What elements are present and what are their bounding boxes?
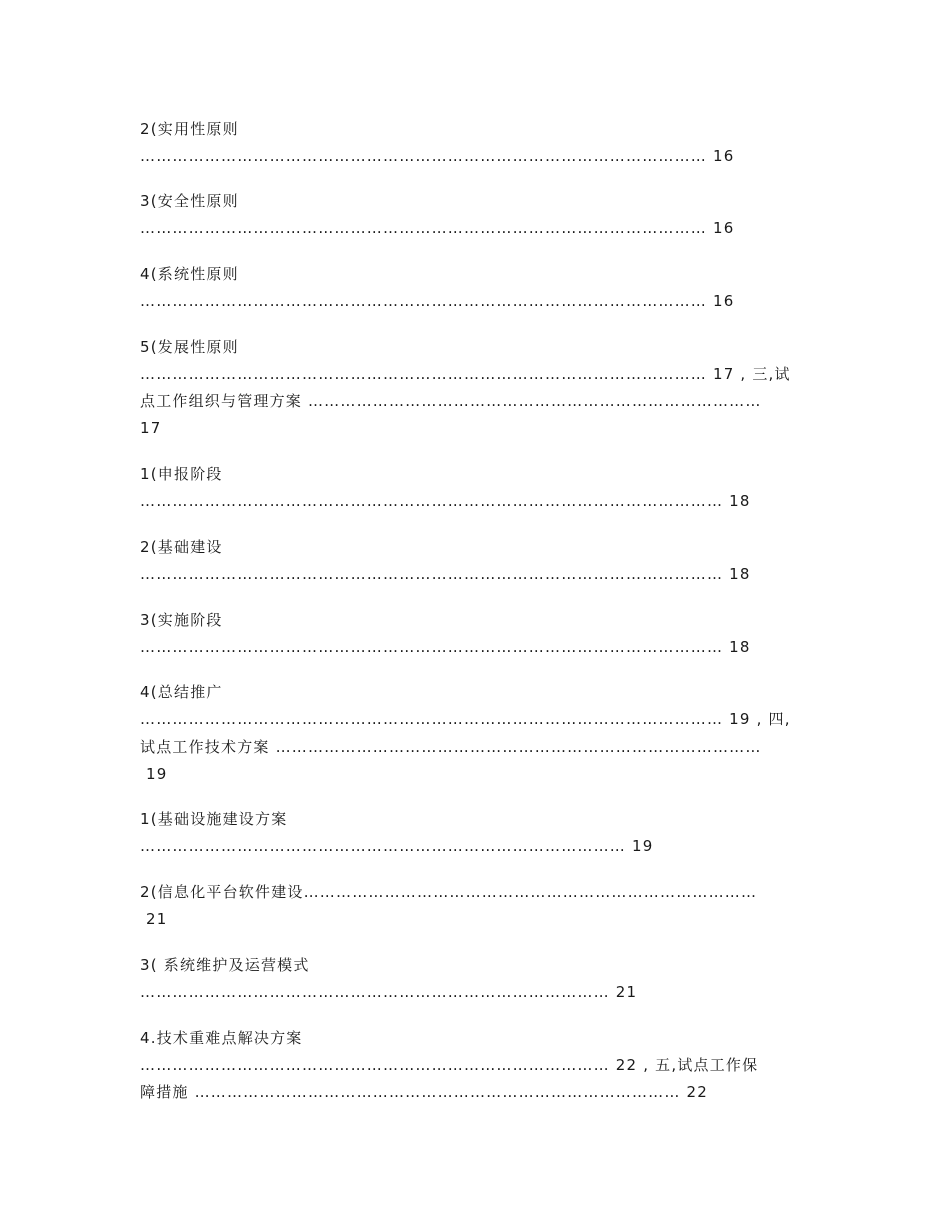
toc-leader: …………………………………………………………………………………………… 16 bbox=[140, 219, 735, 237]
toc-leader: ……………………………………………………………………………………………… 18 bbox=[140, 638, 751, 656]
toc-heading: 5(发展性原则 bbox=[140, 338, 239, 356]
toc-heading: 3( 系统维护及运营模式 bbox=[140, 956, 310, 974]
toc-heading: 3(安全性原则 bbox=[140, 192, 239, 210]
toc-heading: 1(申报阶段 bbox=[140, 465, 223, 483]
toc-page-number: 17 bbox=[140, 419, 162, 437]
toc-leader: ……………………………………………………………………………………………… 18 bbox=[140, 565, 751, 583]
toc-heading: 1(基础设施建设方案 bbox=[140, 810, 288, 828]
toc-leader: …………………………………………………………………………………………… 16 bbox=[140, 292, 735, 310]
toc-leader: ……………………………………………………………………………… 19 bbox=[140, 837, 654, 855]
toc-leader: …………………………………………………………………………… 21 bbox=[140, 983, 638, 1001]
toc-leader: …………………………………………………………………………… 22 , 五,试点工作保 bbox=[140, 1056, 759, 1074]
toc-heading: 4.技术重难点解决方案 bbox=[140, 1029, 303, 1047]
toc-leader: ……………………………………………………………………………………………… 19 , 四, bbox=[140, 710, 791, 728]
toc-leader: …………………………………………………………………………………………… 17 , 三,试 bbox=[140, 365, 791, 383]
toc-section-title: 点工作组织与管理方案 ………………………………………………………………………… bbox=[140, 392, 762, 410]
toc-leader: ……………………………………………………………………………………………… 18 bbox=[140, 492, 751, 510]
toc-heading: 2(信息化平台软件建设………………………………………………………………………… bbox=[140, 883, 758, 901]
toc-section-title: 试点工作技术方案 ……………………………………………………………………………… bbox=[140, 738, 762, 756]
toc-heading: 2(基础建设 bbox=[140, 538, 223, 556]
toc-heading: 3(实施阶段 bbox=[140, 611, 223, 629]
toc-heading: 4(系统性原则 bbox=[140, 265, 239, 283]
toc-section-title: 障措施 ……………………………………………………………………………… 22 bbox=[140, 1083, 709, 1101]
toc-heading: 2(实用性原则 bbox=[140, 120, 239, 138]
toc-page-number: 21 bbox=[140, 910, 168, 928]
toc-page-number: 19 bbox=[140, 765, 168, 783]
toc-leader: …………………………………………………………………………………………… 16 bbox=[140, 147, 735, 165]
toc-heading: 4(总结推广 bbox=[140, 683, 223, 701]
